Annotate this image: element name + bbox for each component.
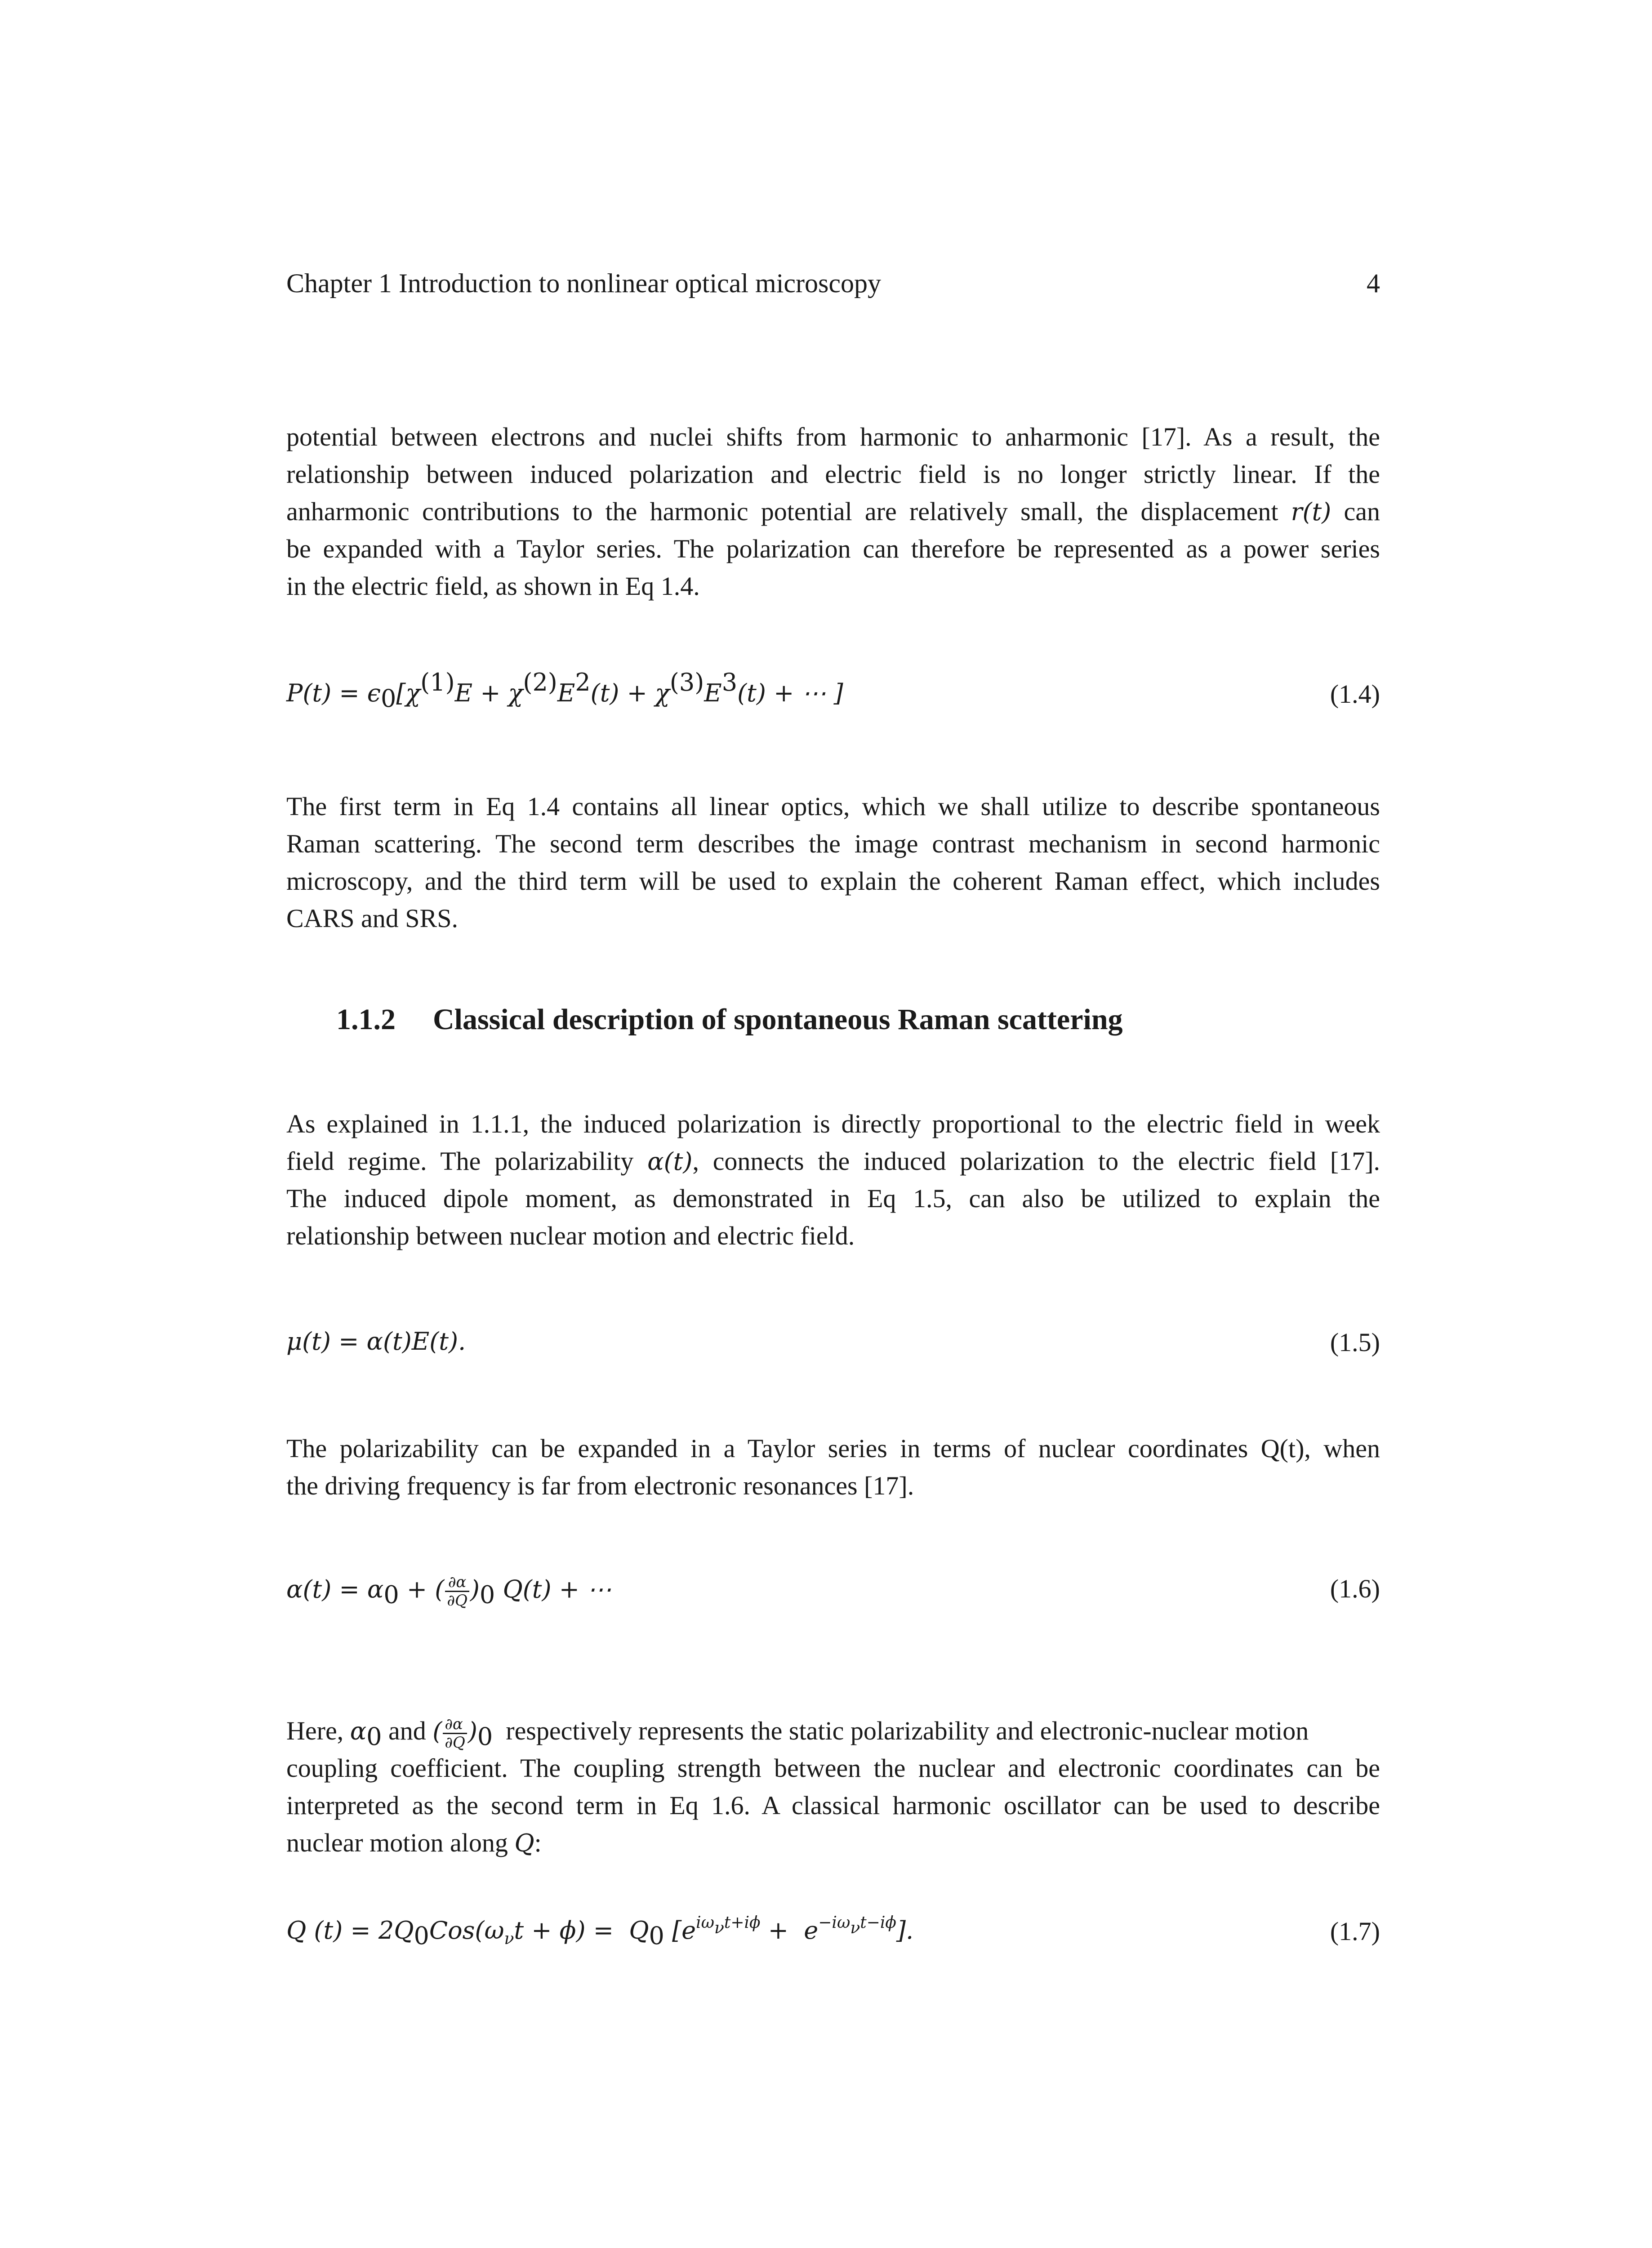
text-segment: : (534, 1828, 542, 1857)
text-line: CARS and SRS. (286, 904, 458, 933)
equation-body: $\alpha(t) = \alpha_0$ + ( $\frac{\partial\alpha}{\partial Q}$ )$_0$ Q(t) + ⋯ (286, 1573, 612, 1610)
equation-1-6 (286, 1574, 1380, 1619)
text-line: Here, $\alpha_0$ and ( $\frac{\partial\alpha}{\partial Q}$ )$_0$ respectively represents the static polarizability and electronic-nuclear motion (286, 1715, 1309, 1752)
text-segment: nuclear motion along (286, 1828, 508, 1857)
equation-number: (1.6) (1330, 1574, 1380, 1603)
equation-body: Q $(t) = 2Q_0Cos(\omega_\nu t + \phi) = Q_0$ $[e^{i\omega_\nu t+i\phi} + e^{-i\omega_\nu t-i\phi}]$. (286, 1913, 914, 1950)
fraction-denominator: ∂Q (447, 1592, 468, 1610)
text-line (286, 1824, 1380, 1861)
text-line: the driving frequency is far from electronic resonances [17]. (286, 1471, 914, 1500)
equation-1-5 (286, 1327, 1380, 1372)
paragraph-polarizability (286, 1105, 1380, 1254)
text-line: relationship between nuclear motion and electric field. (286, 1221, 855, 1250)
equation-number: (1.4) (1330, 679, 1380, 709)
text-segment: and (388, 1716, 426, 1745)
fraction-numerator: ∂α (445, 1574, 469, 1592)
text-line: The polarizability can be expanded in a Taylor series in terms of nuclear coordinates Q(t), when (286, 1434, 1380, 1463)
text-line: Raman scattering. The second term describes the image contrast mechanism in second harmonic (286, 829, 1380, 858)
text-line (286, 1142, 1380, 1180)
equation-lhs: α(t) = α (286, 1575, 384, 1604)
equation-1-4 (286, 668, 1380, 724)
section-title: Classical description of spontaneous Raman scattering (433, 1003, 1123, 1036)
text-line: coupling coefficient. The coupling strength between the nuclear and electronic coordinates can be (286, 1753, 1380, 1783)
text-line: The first term in Eq 1.4 contains all linear optics, which we shall utilize to describe spontaneous (286, 792, 1380, 821)
inline-math: α(t) (647, 1147, 693, 1176)
page-number: 4 (1367, 268, 1380, 298)
paragraph-taylor (286, 1430, 1380, 1504)
text-line (286, 493, 1380, 530)
equation-lhs: P(t) = ϵ (286, 679, 381, 707)
inline-math: Q (514, 1829, 534, 1857)
equation-1-7 (286, 1913, 1380, 1961)
text-line: potential between electrons and nuclei shifts from harmonic to anharmonic [17]. As a result, the (286, 422, 1380, 451)
text-segment: Here, (286, 1716, 344, 1745)
text-line: microscopy, and the third term will be used to explain the coherent Raman effect, which includes (286, 866, 1380, 896)
text-line: interpreted as the second term in Eq 1.6. A classical harmonic oscillator can be used to describe (286, 1791, 1380, 1820)
text-line: relationship between induced polarization and electric field is no longer strictly linear. If the (286, 459, 1380, 489)
text-line: The induced dipole moment, as demonstrated in Eq 1.5, can also be utilized to explain the (286, 1184, 1380, 1213)
text-segment: can (1344, 497, 1380, 526)
text-line: be expanded with a Taylor series. The polarization can therefore be represented as a power series (286, 534, 1380, 563)
section-heading (336, 1003, 1123, 1037)
paragraph-coupling (286, 1712, 1380, 1861)
section-number: 1.1.2 (336, 1003, 396, 1036)
chapter-title: Chapter 1 Introduction to nonlinear optical microscopy (286, 268, 881, 298)
equation-body: μ(t) = α(t)E(t). (286, 1327, 466, 1356)
equation-number: (1.7) (1330, 1917, 1380, 1946)
equation-number: (1.5) (1330, 1328, 1380, 1357)
partial-fraction: $\frac{\partial\alpha}{\partial Q}$ (443, 1716, 467, 1751)
paragraph-intro (286, 418, 1380, 605)
paragraph-terms (286, 788, 1380, 937)
page-header (286, 268, 1380, 304)
text-line: As explained in 1.1.1, the induced polarization is directly proportional to the electric field in week (286, 1109, 1380, 1138)
equation-tail: Q(t) + ⋯ (503, 1575, 612, 1604)
text-segment: , connects the induced polarization to the electric field [17]. (692, 1146, 1380, 1176)
text-segment: field regime. The polarizability (286, 1146, 634, 1176)
text-line: in the electric field, as shown in Eq 1.4. (286, 571, 700, 601)
inline-math: r(t) (1291, 498, 1331, 526)
equation-body: $P(t) = \epsilon_0[\chi^{(1)}E + \chi^{(2)}E^2(t) + \chi^{(3)}E^3(t)$ + ⋯ ] (286, 668, 843, 713)
text-segment: anharmonic contributions to the harmonic potential are relatively small, the displacement (286, 497, 1278, 526)
text-segment: respectively represents the static polarizability and electronic-nuclear motion (506, 1716, 1309, 1745)
partial-fraction (445, 1574, 469, 1609)
equation-rhs: [χ (396, 679, 421, 707)
